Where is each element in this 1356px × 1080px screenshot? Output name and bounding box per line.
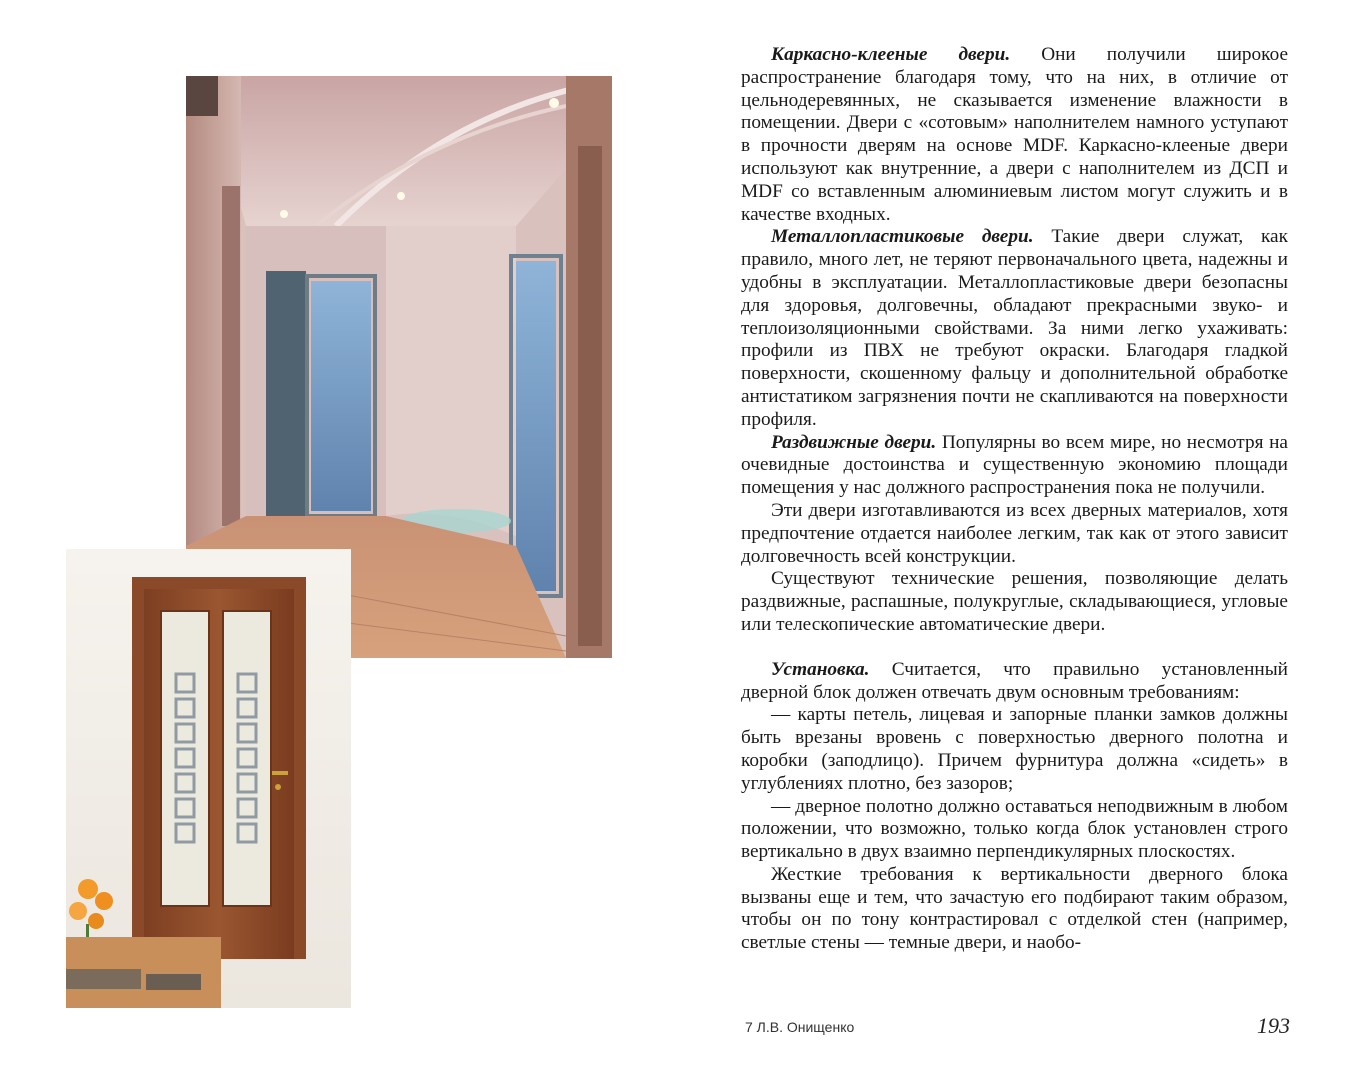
paragraph-heading: Раздвижные двери. [771,431,937,453]
paragraph-text: — карты петель, лицевая и запорные планки замков должны быть врезаны вровень с поверхностью дверного полотна и коробки (заподлицо). Причем фурнитура должна «сидеть» в углублениях плотно, без зазоров; [741,704,1288,794]
paragraph-heading: Установка. [771,658,870,680]
signature-mark: 7 Л.В. Онищенко [745,1019,855,1035]
paragraph-text: — дверное полотно должно оставаться неподвижным в любом положении, что возможно, только когда блок установлен строго вертикально в двух взаимно перпендикулярных плоскостях. [741,795,1288,863]
paragraph [741,864,1288,955]
paragraph-text: Существуют технические решения, позволяющие делать раздвижные, распашные, полукруглые, складывающиеся, угловые или телескопические автоматические двери. [741,568,1288,635]
paragraph-text: Эти двери изготавливаются из всех дверных материалов, хотя предпочтение отдается наиболее легким, так как от этого зависит долговечность всей конструкции. [741,499,1288,567]
paragraph-text: Популярны во всем мире, но несмотря на очевидные достоинства и существенную экономию площади помещения у нас должного распространения пока не получили. [741,431,1288,499]
paragraph [741,44,1288,226]
body-text [741,44,1288,955]
paragraph-text: Жесткие требования к вертикальности дверного блока вызваны еще и тем, что зачастую его подбирают таким образом, чтобы он по тону контрастировал с отделкой стен (например, светлые стены — темные двери, и наобо- [741,863,1288,954]
paragraph-heading: Каркасно-клееные двери. [771,44,1011,65]
page-footer [745,1013,1290,1043]
paragraph [741,704,1288,795]
paragraph [741,500,1288,568]
door-photo [66,549,351,1008]
paragraph-text: Считается, что правильно установленный дверной блок должен отвечать двум основным требованиям: [741,658,1288,703]
page-number: 193 [1257,1013,1290,1038]
paragraph [741,796,1288,864]
paragraph [741,568,1288,636]
paragraph-heading: Металлопластиковые двери. [771,226,1034,248]
paragraph [741,432,1288,500]
paragraph [741,659,1288,705]
paragraph [741,226,1288,431]
paragraph-text: Такие двери служат, как правило, много лет, не теряют первоначального цвета, надежны и удобны в эксплуатации. Металлопластиковые двери безопасны для здоровья, долговечны, обладают прекрасными звуко- и теплоизоляционными свойствами. За ними легко ухаживать: профили из ПВХ не требуют окраски. Благодаря гладкой поверхности, скошенному фальцу и дополнительной обработке антистатиком загрязнения почти не скапливаются на поверхности профиля. [741,226,1288,430]
paragraph-text: Они получили широкое распространение благодаря тому, что на них, в отличие от цельнодеревянных, не сказывается изменение влажности в помещении. Двери с «сотовым» наполнителем намного уступают в прочности дверям на основе MDF. Каркасно-клееные двери используют как внутренние, а двери с наполнителем из ДСП и MDF со вставленным алюминиевым листом могут служить и в качестве входных. [741,44,1289,225]
